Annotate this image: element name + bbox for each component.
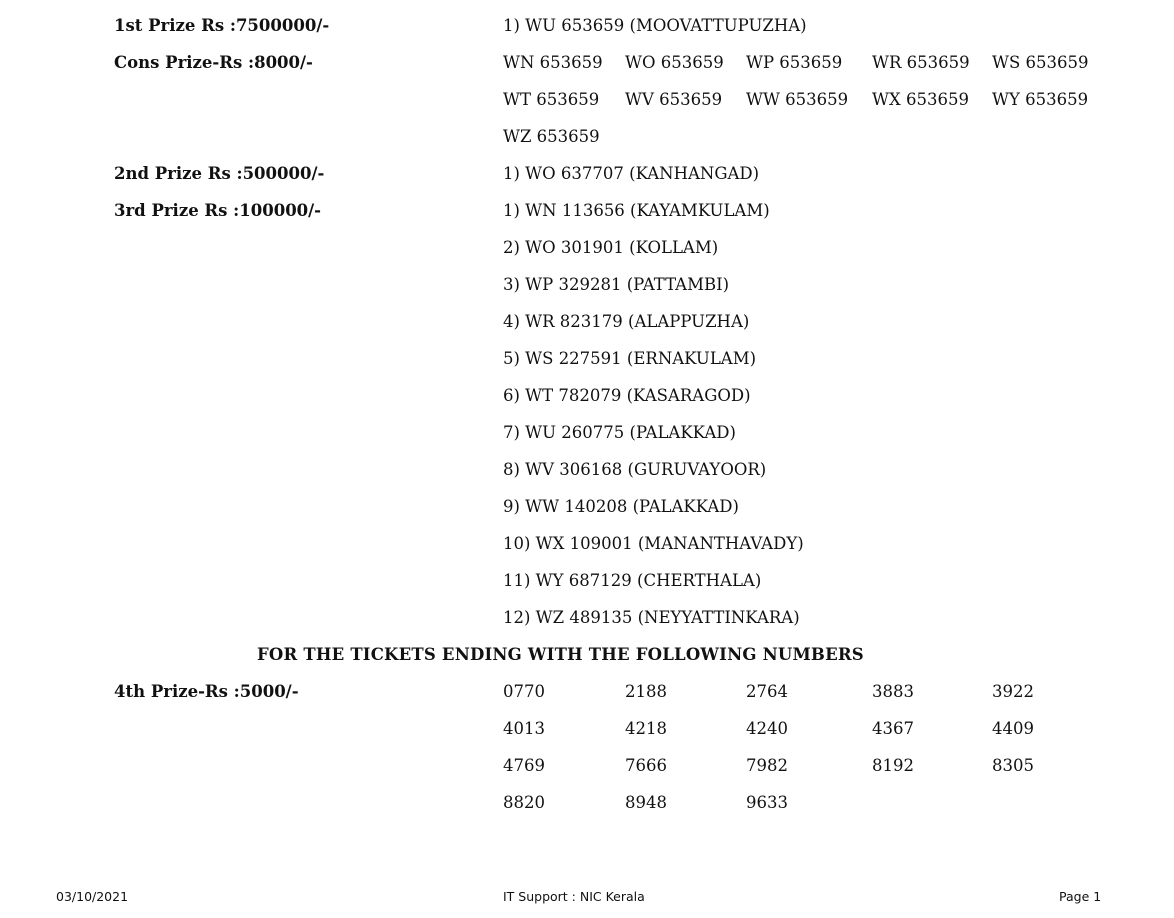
cons-ticket: WO 653659 [625,53,724,72]
fourth-prize-number: 7666 [625,756,667,775]
endings-heading: FOR THE TICKETS ENDING WITH THE FOLLOWING NUMBERS [257,645,864,664]
footer-page: Page 1 [1059,889,1102,904]
fourth-prize-number: 8820 [503,793,545,812]
third-prize-label: 3rd Prize Rs :100000/- [114,201,322,220]
third-prize-winner: 10) WX 109001 (MANANTHAVADY) [503,534,804,553]
third-prize-winner: 8) WV 306168 (GURUVAYOOR) [503,460,767,479]
fourth-prize-number: 8305 [992,756,1034,775]
third-prize-winner: 6) WT 782079 (KASARAGOD) [503,386,751,405]
fourth-prize-label: 4th Prize-Rs :5000/- [114,682,299,701]
fourth-prize-number: 0770 [503,682,545,701]
fourth-prize-number: 7982 [746,756,788,775]
first-prize-winner: 1) WU 653659 (MOOVATTUPUZHA) [503,16,807,35]
third-prize-winner: 11) WY 687129 (CHERTHALA) [503,571,762,590]
third-prize-winner: 2) WO 301901 (KOLLAM) [503,238,719,257]
cons-ticket: WP 653659 [746,53,843,72]
third-prize-winner: 7) WU 260775 (PALAKKAD) [503,423,736,442]
fourth-prize-number: 4013 [503,719,545,738]
second-prize-label: 2nd Prize Rs :500000/- [114,164,325,183]
fourth-prize-number: 4769 [503,756,545,775]
third-prize-winner: 4) WR 823179 (ALAPPUZHA) [503,312,750,331]
third-prize-winner: 5) WS 227591 (ERNAKULAM) [503,349,757,368]
cons-prize-label: Cons Prize-Rs :8000/- [114,53,313,72]
cons-ticket: WZ 653659 [503,127,600,146]
footer-date: 03/10/2021 [56,889,129,904]
footer-support: IT Support : NIC Kerala [503,889,645,904]
fourth-prize-number: 4409 [992,719,1034,738]
fourth-prize-number: 8948 [625,793,667,812]
fourth-prize-number: 4218 [625,719,667,738]
third-prize-winner: 3) WP 329281 (PATTAMBI) [503,275,730,294]
third-prize-winner: 12) WZ 489135 (NEYYATTINKARA) [503,608,800,627]
fourth-prize-number: 3883 [872,682,914,701]
second-prize-winner: 1) WO 637707 (KANHANGAD) [503,164,760,183]
fourth-prize-number: 4240 [746,719,788,738]
fourth-prize-number: 2764 [746,682,788,701]
fourth-prize-number: 2188 [625,682,667,701]
cons-ticket: WR 653659 [872,53,970,72]
first-prize-label: 1st Prize Rs :7500000/- [114,16,330,35]
fourth-prize-number: 3922 [992,682,1034,701]
cons-ticket: WW 653659 [746,90,849,109]
fourth-prize-number: 4367 [872,719,914,738]
fourth-prize-number: 8192 [872,756,914,775]
cons-ticket: WV 653659 [625,90,723,109]
cons-ticket: WN 653659 [503,53,603,72]
cons-ticket: WT 653659 [503,90,600,109]
third-prize-winner: 1) WN 113656 (KAYAMKULAM) [503,201,770,220]
cons-ticket: WY 653659 [992,90,1089,109]
fourth-prize-number: 9633 [746,793,788,812]
cons-ticket: WX 653659 [872,90,969,109]
cons-ticket: WS 653659 [992,53,1089,72]
third-prize-winner: 9) WW 140208 (PALAKKAD) [503,497,739,516]
